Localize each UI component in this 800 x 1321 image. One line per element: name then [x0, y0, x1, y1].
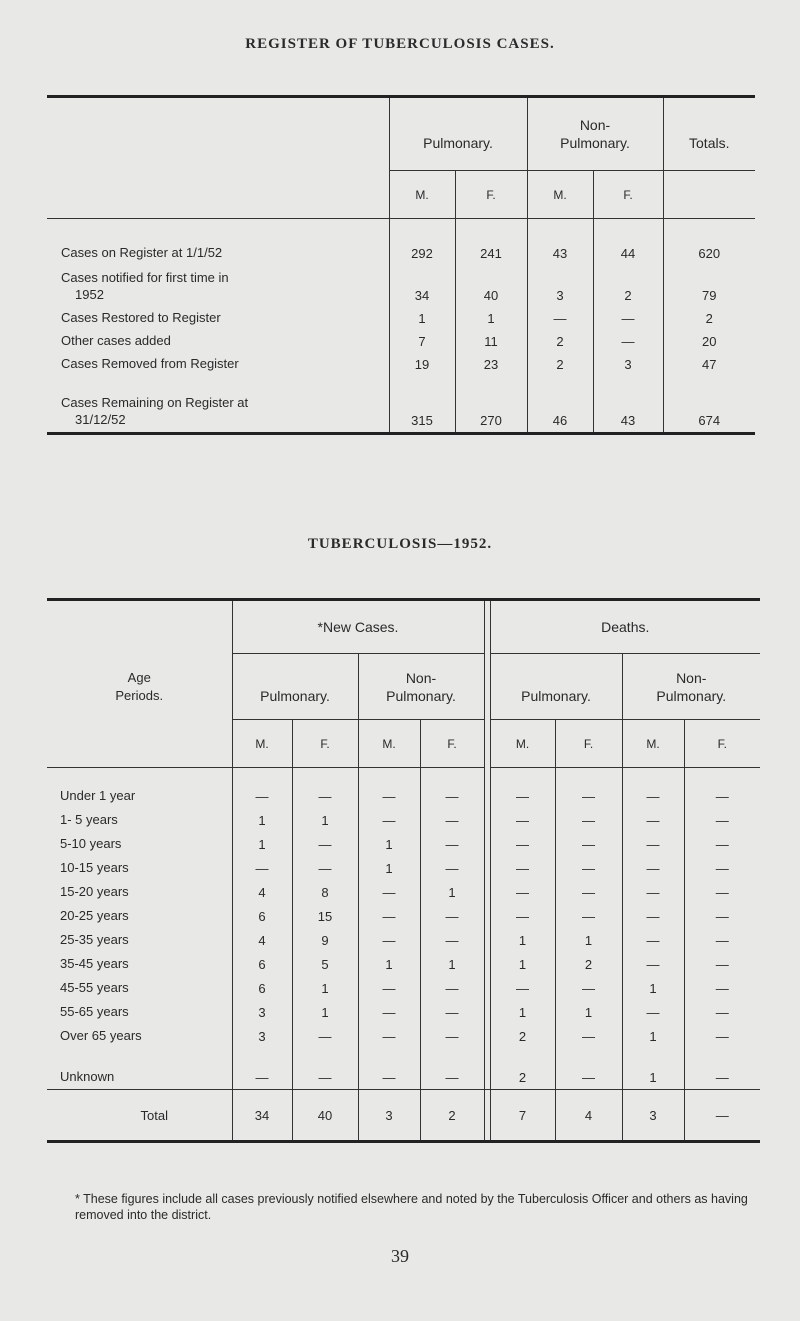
age-cell: —: [555, 1048, 622, 1090]
age-cell: —: [622, 880, 684, 904]
age-cell: —: [358, 1024, 420, 1048]
age-cell: —: [420, 928, 484, 952]
age-cell: —: [358, 928, 420, 952]
total-cell: 40: [292, 1090, 358, 1142]
register-row-label-line1: Cases Restored to Register: [61, 309, 221, 325]
age-cell: 4: [232, 928, 292, 952]
age-cell: —: [555, 904, 622, 928]
register-non-pulmonary-line2: Pulmonary.: [560, 135, 630, 151]
register-cell-pf: 23: [455, 353, 527, 376]
age-label: 35-45 years: [60, 955, 129, 971]
age-cell: —: [555, 768, 622, 808]
age-cell: —: [684, 856, 760, 880]
age-cell: —: [358, 904, 420, 928]
age-cell: 2: [555, 952, 622, 976]
register-pulmonary-header: Pulmonary.: [389, 97, 527, 171]
register-cell-pf: 11: [455, 330, 527, 353]
age-label: 25-35 years: [60, 931, 129, 947]
register-pm-header: M.: [389, 171, 455, 219]
age-cell: 1: [292, 1000, 358, 1024]
register-row-label-line1: Cases on Register at 1/1/52: [61, 244, 223, 260]
register-cell-pf: 270: [455, 376, 527, 434]
age-label: 5-10 years: [60, 835, 122, 851]
age-cell: —: [684, 928, 760, 952]
death-pm-header: M.: [490, 720, 555, 768]
death-nf-header: F.: [684, 720, 760, 768]
register-row: [47, 307, 755, 330]
age-periods-header: [47, 600, 232, 768]
age-cell: —: [420, 768, 484, 808]
register-nf-header: F.: [593, 171, 663, 219]
register-cell-total: 620: [663, 219, 755, 265]
age-row: [47, 952, 760, 976]
register-row-label: [47, 219, 389, 265]
age-label: 15-20 years: [60, 883, 129, 899]
age-cell: —: [684, 880, 760, 904]
age-cell: 1: [622, 1024, 684, 1048]
deaths-header: Deaths.: [601, 619, 650, 635]
age-cell: —: [555, 856, 622, 880]
age-row: [47, 976, 760, 1000]
age-cell: —: [622, 832, 684, 856]
age-cell: —: [420, 1048, 484, 1090]
age-cell: —: [358, 1048, 420, 1090]
total-cell: 3: [358, 1090, 420, 1142]
age-cell: 1: [420, 952, 484, 976]
age-cell: 6: [232, 904, 292, 928]
age-cell: —: [292, 768, 358, 808]
register-cell-pf: 40: [455, 265, 527, 307]
deaths-pulmonary-header: Pulmonary.: [490, 654, 622, 720]
register-row-label: [47, 265, 389, 307]
age-cell: —: [516, 884, 529, 900]
register-cell-nf: 43: [593, 376, 663, 434]
register-row-label: [47, 376, 389, 434]
register-header-row: [47, 97, 755, 171]
register-cell-nf: 44: [593, 219, 663, 265]
register-cell-total: 79: [663, 265, 755, 307]
age-cell: —: [232, 856, 292, 880]
age-row: [47, 768, 760, 808]
register-title: REGISTER OF TUBERCULOSIS CASES.: [245, 36, 555, 52]
age-cell: —: [292, 856, 358, 880]
age-cell: 1: [518, 1004, 527, 1020]
page-number: 39: [391, 1246, 409, 1266]
age-cell: 6: [232, 952, 292, 976]
register-cell-nf: 2: [593, 265, 663, 307]
age-cell: —: [232, 1048, 292, 1090]
age-cell: 3: [232, 1024, 292, 1048]
register-cell-pm: 34: [389, 265, 455, 307]
register-row-label-line1: Cases notified for first time in: [61, 269, 229, 285]
deaths-non-pulmonary-line2: Pulmonary.: [656, 687, 727, 704]
age-cell: 15: [292, 904, 358, 928]
age-cell: 8: [292, 880, 358, 904]
age-cell: 1: [358, 832, 420, 856]
deaths-non-pulmonary-header: [622, 654, 760, 720]
age-cell: 2: [518, 1028, 527, 1044]
age-cell: —: [420, 904, 484, 928]
age-cell: 1: [518, 956, 527, 972]
age-cell: 1: [622, 976, 684, 1000]
age-cell: —: [358, 808, 420, 832]
register-cell-total: 2: [663, 307, 755, 330]
age-cell: 5: [292, 952, 358, 976]
age-cell: —: [232, 768, 292, 808]
register-row: [47, 265, 755, 307]
age-cell: —: [420, 808, 484, 832]
age-cell: 1: [232, 808, 292, 832]
total-cell: 4: [555, 1090, 622, 1142]
register-row-label-line1: Cases Removed from Register: [61, 355, 239, 371]
age-periods-line1: Age: [127, 670, 151, 685]
register-row-label: [47, 353, 389, 376]
age-label: Under 1 year: [60, 787, 136, 803]
total-cell: 2: [420, 1090, 484, 1142]
register-row: [47, 330, 755, 353]
tb1952-header-row1: [47, 600, 760, 654]
new-non-pulmonary-line1: Non-: [405, 669, 437, 686]
age-cell: —: [684, 976, 760, 1000]
death-nm-header: M.: [622, 720, 684, 768]
register-cell-nm: —: [527, 307, 593, 330]
age-label: 20-25 years: [60, 907, 129, 923]
register-cell-total: 47: [663, 353, 755, 376]
register-cell-pm: 7: [389, 330, 455, 353]
age-cell: —: [516, 788, 529, 804]
age-cell: —: [555, 808, 622, 832]
age-cell: —: [684, 952, 760, 976]
age-cell: 1: [358, 952, 420, 976]
age-cell: —: [358, 976, 420, 1000]
death-pf-header: F.: [555, 720, 622, 768]
register-cell-pm: 292: [389, 219, 455, 265]
age-row: [47, 808, 760, 832]
age-cell: —: [622, 856, 684, 880]
total-row: [47, 1090, 760, 1142]
age-cell: —: [622, 928, 684, 952]
register-totals-header: Totals.: [663, 97, 755, 171]
new-nm-header: M.: [358, 720, 420, 768]
age-cell: —: [516, 836, 529, 852]
age-cell: —: [684, 1000, 760, 1024]
age-row: [47, 832, 760, 856]
age-cell: 1: [420, 880, 484, 904]
age-label: 10-15 years: [60, 859, 129, 875]
age-label: 45-55 years: [60, 979, 129, 995]
register-cell-nf: —: [593, 330, 663, 353]
total-cell: —: [684, 1090, 760, 1142]
age-cell: —: [555, 880, 622, 904]
register-nm-header: M.: [527, 171, 593, 219]
register-row-label: [47, 330, 389, 353]
register-cell-pm: 315: [389, 376, 455, 434]
total-cell: 3: [622, 1090, 684, 1142]
age-cell: —: [516, 908, 529, 924]
age-cell: 4: [232, 880, 292, 904]
register-row-label-line1: Other cases added: [61, 332, 171, 348]
register-row-label: [47, 307, 389, 330]
new-non-pulmonary-header: [358, 654, 484, 720]
register-non-pulmonary-line1: Non-: [579, 117, 611, 133]
register-cell-total: 20: [663, 330, 755, 353]
register-row: [47, 376, 755, 434]
age-cell: —: [292, 1048, 358, 1090]
age-label: Unknown: [60, 1069, 115, 1084]
age-cell: —: [555, 1024, 622, 1048]
register-pf-header: F.: [455, 171, 527, 219]
age-cell: 1: [358, 856, 420, 880]
age-cell: 1: [555, 1000, 622, 1024]
register-cell-pm: 19: [389, 353, 455, 376]
age-row: [47, 1024, 760, 1048]
age-cell: —: [420, 856, 484, 880]
register-table: [47, 95, 755, 435]
age-periods-line2: Periods.: [115, 688, 164, 703]
age-label: 55-65 years: [60, 1003, 129, 1019]
age-cell: 6: [232, 976, 292, 1000]
age-row: [47, 1000, 760, 1024]
register-cell-nf: —: [593, 307, 663, 330]
register-cell-pf: 1: [455, 307, 527, 330]
age-cell: —: [555, 832, 622, 856]
age-row: [47, 1048, 760, 1090]
age-cell: 1: [232, 832, 292, 856]
age-cell: 2: [518, 1070, 527, 1085]
age-cell: —: [420, 976, 484, 1000]
age-cell: —: [292, 832, 358, 856]
total-cell: 7: [490, 1090, 555, 1142]
register-cell-nf: 3: [593, 353, 663, 376]
age-cell: 1: [555, 928, 622, 952]
register-row: [47, 353, 755, 376]
age-cell: —: [358, 880, 420, 904]
age-cell: 1: [292, 976, 358, 1000]
age-cell: —: [684, 904, 760, 928]
age-row: [47, 880, 760, 904]
age-cell: —: [622, 904, 684, 928]
register-cell-pf: 241: [455, 219, 527, 265]
age-label: Over 65 years: [60, 1027, 142, 1043]
age-cell: —: [555, 976, 622, 1000]
register-cell-nm: 46: [527, 376, 593, 434]
register-cell-nm: 3: [527, 265, 593, 307]
age-cell: —: [516, 860, 529, 876]
register-row-label-line2: 1952: [75, 286, 104, 302]
register-row-label-line2: 31/12/52: [75, 412, 126, 427]
age-cell: 1: [292, 808, 358, 832]
total-label: Total: [47, 1090, 232, 1142]
age-row: [47, 904, 760, 928]
footnote: * These figures include all cases previously notified elsewhere and noted by the Tuberculosis Officer and others as having removed into the district.: [75, 1192, 748, 1222]
age-cell: —: [420, 1000, 484, 1024]
new-nf-header: F.: [420, 720, 484, 768]
age-cell: —: [358, 1000, 420, 1024]
age-cell: 9: [292, 928, 358, 952]
age-cell: —: [622, 768, 684, 808]
age-cell: —: [684, 1048, 760, 1090]
age-label: 1- 5 years: [60, 811, 118, 827]
total-cell: 34: [232, 1090, 292, 1142]
age-cell: —: [420, 1024, 484, 1048]
age-cell: —: [516, 980, 529, 996]
age-cell: —: [622, 1000, 684, 1024]
age-cell: 3: [232, 1000, 292, 1024]
new-pf-header: F.: [292, 720, 358, 768]
age-cell: 1: [622, 1048, 684, 1090]
register-cell-nm: 2: [527, 330, 593, 353]
age-cell: —: [292, 1024, 358, 1048]
age-cell: —: [622, 952, 684, 976]
deaths-non-pulmonary-line1: Non-: [676, 669, 707, 686]
tb1952-title: TUBERCULOSIS—1952.: [307, 536, 493, 552]
new-pulmonary-header: Pulmonary.: [232, 654, 358, 720]
tb1952-table: [47, 598, 760, 1143]
age-row: [47, 928, 760, 952]
register-row: [47, 219, 755, 265]
age-cell: —: [358, 768, 420, 808]
register-cell-total: 674: [663, 376, 755, 434]
age-cell: —: [622, 808, 684, 832]
new-pm-header: M.: [232, 720, 292, 768]
register-cell-pm: 1: [389, 307, 455, 330]
age-cell: —: [516, 812, 529, 828]
register-cell-nm: 43: [527, 219, 593, 265]
new-cases-header: *New Cases.: [232, 600, 484, 654]
age-row: [47, 856, 760, 880]
age-cell: —: [420, 832, 484, 856]
age-cell: —: [684, 808, 760, 832]
register-non-pulmonary-header: [527, 97, 663, 171]
age-cell: —: [684, 1024, 760, 1048]
new-non-pulmonary-line2: Pulmonary.: [386, 687, 456, 704]
age-cell: 1: [518, 932, 527, 948]
register-row-label-line1: Cases Remaining on Register at: [61, 395, 249, 410]
register-cell-nm: 2: [527, 353, 593, 376]
age-cell: —: [684, 832, 760, 856]
age-cell: —: [684, 768, 760, 808]
